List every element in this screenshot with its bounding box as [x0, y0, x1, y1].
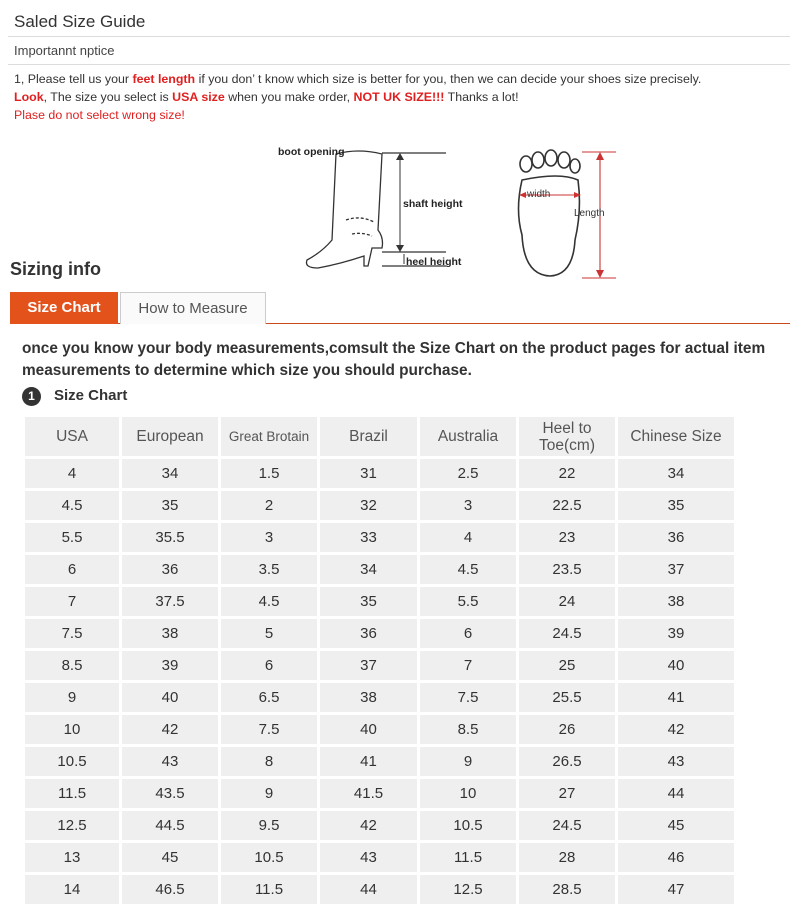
tab-bar — [10, 292, 790, 324]
table-cell: 8 — [221, 747, 317, 776]
heel-height-label: heel height — [406, 256, 462, 268]
table-row — [25, 747, 734, 776]
table-cell: 9.5 — [221, 811, 317, 840]
table-cell: 44.5 — [122, 811, 218, 840]
table-row — [25, 459, 734, 488]
table-cell: 7 — [420, 651, 516, 680]
table-cell: 34 — [618, 459, 734, 488]
table-row — [25, 683, 734, 712]
table-cell: 36 — [320, 619, 417, 648]
notice-line-2: Look, The size you select is USA size when you make order, NOT UK SIZE!!! Thanks a lot! — [14, 90, 519, 104]
table-cell: 45 — [618, 811, 734, 840]
table-cell: 2 — [221, 491, 317, 520]
table-cell: 36 — [618, 523, 734, 552]
table-cell: 44 — [320, 875, 417, 904]
table-cell: 11.5 — [221, 875, 317, 904]
table-cell: 6 — [25, 555, 119, 584]
table-cell: 1.5 — [221, 459, 317, 488]
table-cell: 5.5 — [25, 523, 119, 552]
table-cell: 40 — [122, 683, 218, 712]
table-cell: 4.5 — [221, 587, 317, 616]
table-cell: 38 — [320, 683, 417, 712]
table-cell: 39 — [618, 619, 734, 648]
table-cell: 10 — [420, 779, 516, 808]
width-label: width — [527, 189, 551, 200]
table-header-row — [25, 417, 734, 456]
notice-line-1: 1, Please tell us your feet length if you don’ t know which size is better for you, then we can decide your shoes size precisely. — [14, 72, 702, 86]
table-cell: 43 — [122, 747, 218, 776]
table-cell: 12.5 — [420, 875, 516, 904]
table-row — [25, 651, 734, 680]
table-cell: 40 — [618, 651, 734, 680]
table-cell: 32 — [320, 491, 417, 520]
table-cell: 28 — [519, 843, 615, 872]
table-cell: 38 — [122, 619, 218, 648]
table-cell: 8.5 — [25, 651, 119, 680]
table-cell: 26.5 — [519, 747, 615, 776]
table-cell: 38 — [618, 587, 734, 616]
table-cell: 39 — [122, 651, 218, 680]
boot-opening-label: boot opening — [278, 146, 345, 158]
table-cell: 27 — [519, 779, 615, 808]
step-label: Size Chart — [54, 387, 128, 404]
table-cell: 28.5 — [519, 875, 615, 904]
table-cell: 40 — [320, 715, 417, 744]
table-cell: 37.5 — [122, 587, 218, 616]
table-row — [25, 555, 734, 584]
table-cell: 41 — [618, 683, 734, 712]
notice-title: Importannt nptice — [14, 43, 115, 58]
table-cell: 41.5 — [320, 779, 417, 808]
column-header-heel-to-toe: Heel to Toe(cm) — [519, 417, 615, 456]
table-row — [25, 779, 734, 808]
table-cell: 26 — [519, 715, 615, 744]
table-cell: 4.5 — [25, 491, 119, 520]
table-cell: 7.5 — [25, 619, 119, 648]
column-header-european: European — [122, 417, 218, 456]
table-cell: 25 — [519, 651, 615, 680]
table-row — [25, 619, 734, 648]
table-cell: 11.5 — [25, 779, 119, 808]
table-row — [25, 587, 734, 616]
table-body — [25, 459, 734, 904]
foot-illustration — [519, 150, 581, 276]
table-cell: 47 — [618, 875, 734, 904]
table-cell: 10.5 — [221, 843, 317, 872]
table-cell: 8.5 — [420, 715, 516, 744]
table-cell: 22.5 — [519, 491, 615, 520]
table-cell: 23.5 — [519, 555, 615, 584]
column-header-australia: Australia — [420, 417, 516, 456]
tab-size-chart[interactable]: Size Chart — [10, 292, 118, 324]
table-cell: 37 — [320, 651, 417, 680]
column-header-usa: USA — [25, 417, 119, 456]
table-row — [25, 491, 734, 520]
table-row — [25, 875, 734, 904]
table-row — [25, 843, 734, 872]
table-cell: 11.5 — [420, 843, 516, 872]
table-cell: 42 — [618, 715, 734, 744]
table-cell: 3 — [221, 523, 317, 552]
table-cell: 14 — [25, 875, 119, 904]
table-cell: 6 — [420, 619, 516, 648]
table-cell: 45 — [122, 843, 218, 872]
table-cell: 5.5 — [420, 587, 516, 616]
table-cell: 9 — [25, 683, 119, 712]
table-cell: 24 — [519, 587, 615, 616]
table-cell: 43 — [320, 843, 417, 872]
table-row — [25, 715, 734, 744]
table-cell: 37 — [618, 555, 734, 584]
table-cell: 3.5 — [221, 555, 317, 584]
table-cell: 31 — [320, 459, 417, 488]
table-cell: 4.5 — [420, 555, 516, 584]
length-label: Length — [574, 208, 605, 219]
table-cell: 6.5 — [221, 683, 317, 712]
table-cell: 23 — [519, 523, 615, 552]
table-cell: 13 — [25, 843, 119, 872]
table-cell: 35 — [618, 491, 734, 520]
table-cell: 35.5 — [122, 523, 218, 552]
table-cell: 5 — [221, 619, 317, 648]
table-cell: 4 — [25, 459, 119, 488]
divider — [8, 64, 790, 65]
intro-text: once you know your body measurements,comsult the Size Chart on the product pages for actual item measurements to determine which size you should purchase. — [22, 340, 766, 379]
column-header-brazil: Brazil — [320, 417, 417, 456]
table-cell: 43.5 — [122, 779, 218, 808]
table-row — [25, 811, 734, 840]
table-cell: 35 — [122, 491, 218, 520]
shaft-height-label: shaft height — [403, 198, 463, 210]
table-cell: 6 — [221, 651, 317, 680]
step-number-badge: 1 — [22, 387, 41, 406]
divider — [8, 36, 790, 37]
size-chart-table — [22, 414, 737, 907]
table-cell: 43 — [618, 747, 734, 776]
table-cell: 10.5 — [420, 811, 516, 840]
sizing-info-title: Sizing info — [10, 259, 101, 279]
table-cell: 42 — [122, 715, 218, 744]
table-cell: 9 — [420, 747, 516, 776]
table-cell: 7.5 — [420, 683, 516, 712]
table-cell: 2.5 — [420, 459, 516, 488]
boot-illustration — [306, 151, 382, 268]
table-cell: 10 — [25, 715, 119, 744]
table-cell: 35 — [320, 587, 417, 616]
column-header-chinese-size: Chinese Size — [618, 417, 734, 456]
page-title: Saled Size Guide — [14, 12, 146, 31]
table-cell: 10.5 — [25, 747, 119, 776]
table-cell: 34 — [122, 459, 218, 488]
table-cell: 3 — [420, 491, 516, 520]
table-cell: 33 — [320, 523, 417, 552]
table-cell: 34 — [320, 555, 417, 584]
table-cell: 12.5 — [25, 811, 119, 840]
table-cell: 22 — [519, 459, 615, 488]
table-cell: 46.5 — [122, 875, 218, 904]
table-cell: 24.5 — [519, 811, 615, 840]
table-cell: 24.5 — [519, 619, 615, 648]
column-header-great-britain: Great Brotain — [221, 417, 317, 456]
table-cell: 42 — [320, 811, 417, 840]
table-row — [25, 523, 734, 552]
tab-how-to-measure[interactable]: How to Measure — [120, 292, 266, 324]
table-cell: 7.5 — [221, 715, 317, 744]
table-cell: 46 — [618, 843, 734, 872]
table-cell: 41 — [320, 747, 417, 776]
table-cell: 25.5 — [519, 683, 615, 712]
table-cell: 36 — [122, 555, 218, 584]
table-cell: 9 — [221, 779, 317, 808]
notice-line-3: Plase do not select wrong size! — [14, 108, 185, 122]
table-cell: 44 — [618, 779, 734, 808]
table-cell: 7 — [25, 587, 119, 616]
measurement-diagram — [270, 140, 630, 280]
table-cell: 4 — [420, 523, 516, 552]
